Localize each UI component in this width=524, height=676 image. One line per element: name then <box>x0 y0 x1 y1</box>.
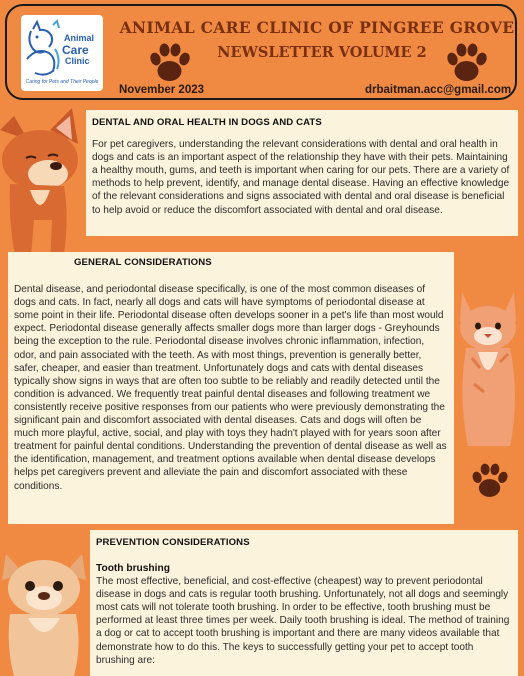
newsletter-volume: NEWSLETTER VOLUME 2 <box>217 44 427 61</box>
prevention-considerations-section <box>90 530 518 676</box>
newsletter-header <box>5 4 517 100</box>
logo-tagline: Caring for Pets and Their People <box>25 79 99 85</box>
logo-text-animal: Animal <box>64 33 95 43</box>
issue-date: November 2023 <box>119 84 205 96</box>
dental-health-heading: DENTAL AND ORAL HEALTH IN DOGS AND CATS <box>92 117 322 128</box>
logo-text-care: Care <box>62 43 89 57</box>
general-considerations-body: Dental disease, and periodontal disease specifically, is one of the most common diseases of dogs and cats. In fact, nearly all dogs and cats will have symptoms of periodontal disease at some point in their life. Periodontal disease often develops sooner in a pet's life than most would expect. Periodontal disease generally affects smaller dogs more than larger dogs - Greyhounds being the exception to the rule. Periodontal disease involves chronic inflammation, infection, odor, and pain associated with the teeth. As with most things, prevention is generally better, safer, cheaper, and easier than treatment. Unfortunately dogs and cats with dental diseases typically show signs in ways that are often too subtle to be reliably and readily detected until the condition is advanced. We frequently treat painful dental diseases and following treatment we consistently receive positive responses from our patients who were previously demonstrating the significant pain and discomfort associated with dental diseases. Cats and dogs will often be much more playful, active, social, and play with toys they hadn't played with for years soon after treatment for painful dental conditions. Understanding the prevention of dental disease as well as the identification, management, and treatment options available when dental disease develops helps pet caregivers prevent and alleviate the pain and discomfort associated with these conditions. <box>14 284 447 492</box>
logo-text-clinic: Clinic <box>65 56 90 66</box>
paw-icon <box>147 42 193 82</box>
general-considerations-heading: GENERAL CONSIDERATIONS <box>74 257 212 268</box>
tooth-brushing-subheading: Tooth brushing <box>96 563 170 575</box>
puppy-illustration-icon <box>0 546 92 676</box>
contact-email[interactable]: drbaitman.acc@gmail.com <box>365 84 512 96</box>
paw-icon <box>470 460 510 500</box>
prevention-body: The most effective, beneficial, and cost-effective (cheapest) way to prevent periodontal disease in dogs and cats is regular tooth brushing. Unfortunately, not all dogs and seemingly most cats will not tolerate tooth brushing. In order to be effective, tooth brushing must be performed at least three times per week. Daily tooth brushing is ideal. The method of training a dog or cat to accept tooth brushing is important and there are many videos available that demonstrate how to do this. The keys to successfully getting your pet to accept tooth brushing are: <box>96 576 510 666</box>
dental-health-body: For pet caregivers, understanding the relevant considerations with dental and oral health in dogs and cats is an important aspect of the relationship they have with their pets. Maintaining a healthy mouth, gums, and teeth is important when caring for our pets. There are a variety of methods to help prevent, identify, and manage dental disease. Having an effective knowledge of the relevant considerations and signs associated with dental and oral disease is beneficial to help avoid or reduce the discomfort associated with dental and oral disease. <box>92 139 510 216</box>
cat-illustration-icon <box>454 288 524 448</box>
newsletter-title: ANIMAL CARE CLINIC OF PINGREE GROVE <box>119 18 515 37</box>
clinic-logo <box>21 15 103 91</box>
cat-dog-logo-icon <box>23 19 67 79</box>
general-considerations-section <box>8 252 454 524</box>
paw-icon <box>444 42 490 82</box>
dog-illustration-icon <box>0 100 90 270</box>
prevention-heading: PREVENTION CONSIDERATIONS <box>96 537 250 548</box>
dental-health-section <box>86 110 518 236</box>
